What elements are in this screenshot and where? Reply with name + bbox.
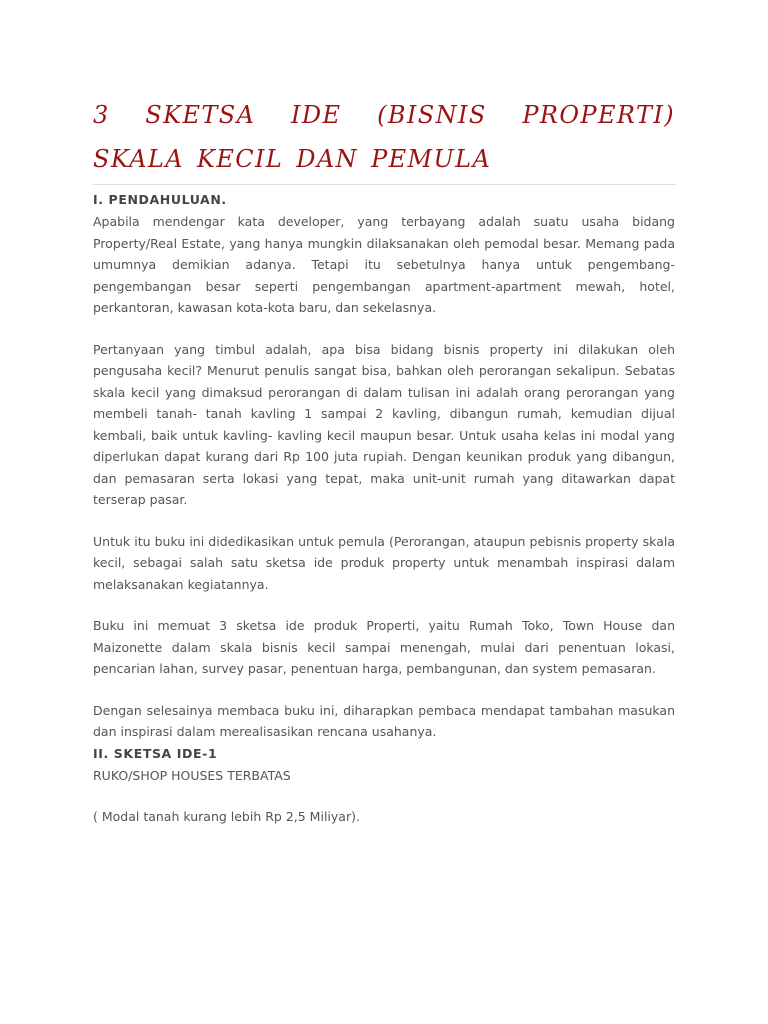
spacer [93, 786, 675, 806]
subheading-ruko: RUKO/SHOP HOUSES TERBATAS [93, 767, 291, 783]
title-divider [93, 184, 676, 185]
document-title: 3 SKETSA IDE (BISNIS PROPERTI) SKALA KECIL DAN PEMULA [93, 101, 675, 173]
section-heading-pendahuluan: I. PENDAHULUAN. [93, 192, 227, 207]
paragraph-closing: Dengan selesainya membaca buku ini, diharapkan pembaca mendapat tambahan masukan dan inspirasi dalam merealisasikan rencana usahanya. [93, 702, 675, 739]
document-page [93, 0, 675, 828]
paragraph-contents: Buku ini memuat 3 sketsa ide produk Properti, yaitu Rumah Toko, Town House dan Maizonette dalam skala bisnis kecil sampai menengah, mulai dari penentuan lokasi, pencarian lahan, survey pasar, penentuan harga, pembangunan, dan system pemasaran. [93, 618, 675, 676]
paragraph-intro: Apabila mendengar kata developer, yang terbayang adalah suatu usaha bidang Property/Real Estate, yang hanya mungkin dilaksanakan oleh pemodal besar. Memang pada umumnya demikian adanya. Tetapi itu sebetulnya hanya untuk pengembang-pengembangan besar seperti pengembangan apartment-apartment mewah, hotel, perkantoran, kawasan kota-kota baru, dan sekelasnya. [93, 214, 675, 315]
paragraph-dedication: Untuk itu buku ini didedikasikan untuk pemula (Perorangan, ataupun pebisnis property skala kecil, sebagai salah satu sketsa ide produk property untuk menambah inspirasi dalam melaksanakan kegiatannya. [93, 533, 675, 592]
section-heading-sketsa-ide-1: II. SKETSA IDE-1 [93, 745, 218, 761]
capital-note: ( Modal tanah kurang lebih Rp 2,5 Miliyar). [93, 809, 360, 824]
paragraph-question: Pertanyaan yang timbul adalah, apa bisa bidang bisnis property ini dilakukan oleh pengusaha kecil? Menurut penulis sangat bisa, bahkan oleh perorangan sekalipun. Sebatas skala kecil yang dimaksud perorangan di dalam tulisan ini adalah orang perorangan yang membeli tanah- tanah kavling 1 sampai 2 kavling, dibangun rumah, kemudian dijual kembali, baik untuk kavling- kavling kecil maupun besar. Untuk usaha kelas ini modal yang diperlukan dapat kurang dari Rp 100 juta rupiah. Dengan keunikan produk yang dibangun, dan pemasaran serta lokasi yang tepat, maka unit-unit rumah yang ditawarkan dapat terserap pasar. [93, 341, 675, 507]
